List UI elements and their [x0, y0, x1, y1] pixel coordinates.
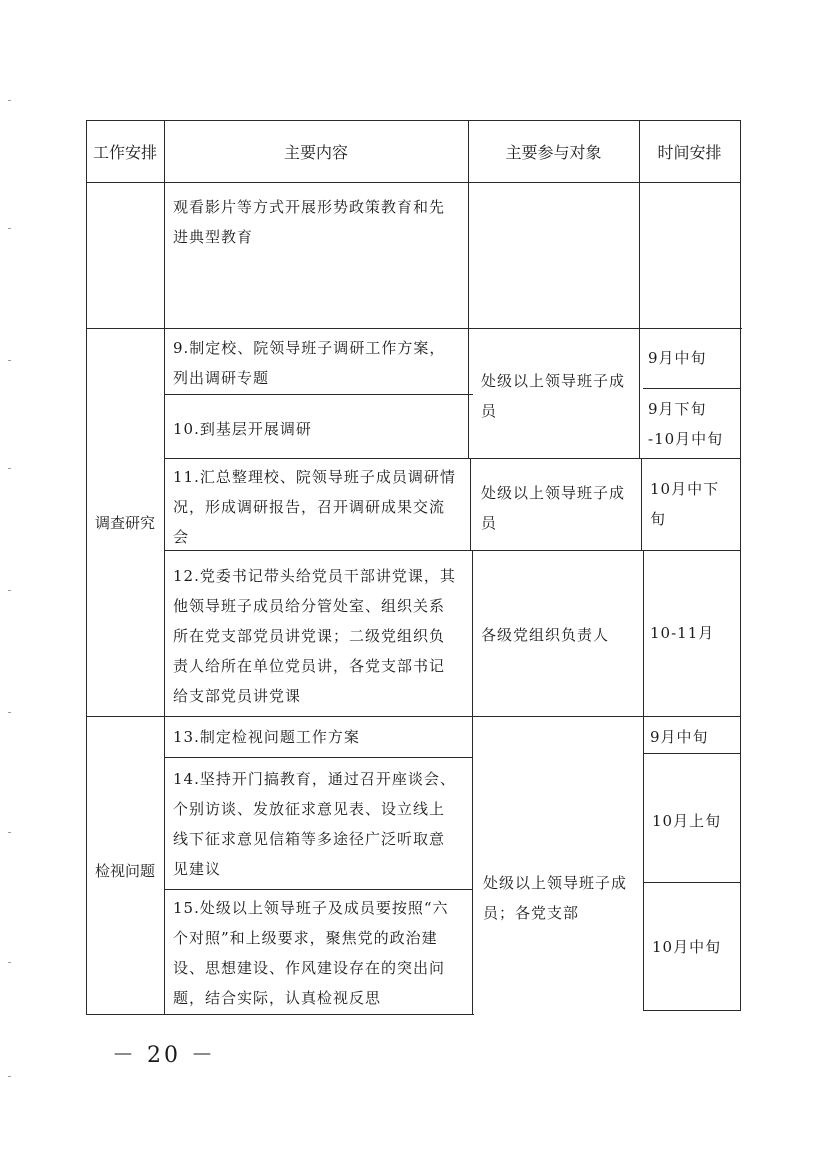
content-line: 个别访谈、发放征求意见表、设立线上: [173, 800, 446, 818]
time-cell: [650, 474, 719, 534]
content-line: 14.坚持开门搞教育，通过召开座谈会、: [173, 770, 456, 788]
content-line: 会: [173, 528, 190, 546]
participants-line: 各级党组织负责人: [481, 626, 610, 644]
content-line: 9.制定校、院领导班子调研工作方案，: [173, 339, 446, 357]
header-participants: 主要参与对象: [505, 143, 602, 162]
table-border-bottom: [643, 1010, 741, 1011]
time-line: 10月中旬: [652, 938, 722, 956]
content-cell: [173, 893, 449, 1013]
content-line: 责人给所在单位党员讲，各党支部书记: [173, 657, 446, 675]
table-border-bottom: [86, 1014, 474, 1015]
content-cell: [173, 764, 456, 884]
participants-cell: [483, 868, 627, 928]
row-divider: [164, 757, 473, 758]
time-line: -10月中旬: [648, 430, 724, 448]
margin-mark: [8, 962, 11, 963]
participants-cell: [481, 620, 609, 650]
participants-line: 员；各党支部: [483, 904, 580, 922]
time-cell: [652, 932, 721, 962]
margin-mark: [8, 468, 11, 469]
content-line: 列出调研专题: [173, 369, 270, 387]
row-divider: [164, 394, 473, 395]
time-cell: [648, 343, 707, 373]
row-divider: [643, 753, 741, 754]
column-divider: [643, 550, 644, 1010]
content-line: 给支部党员讲党课: [173, 687, 302, 705]
content-cell: [173, 333, 445, 393]
time-line: 10月中下: [650, 480, 720, 498]
participants-line: 处级以上领导班子成: [481, 372, 626, 390]
time-cell: [648, 394, 723, 454]
time-line: 9月中旬: [650, 728, 709, 746]
column-divider: [470, 458, 471, 550]
time-cell: [650, 618, 714, 648]
content-cell: [173, 462, 456, 552]
time-line: 10-11月: [650, 624, 715, 642]
content-line: 10.到基层开展调研: [173, 420, 312, 438]
content-line: 见建议: [173, 860, 222, 878]
content-cell: [173, 192, 445, 252]
margin-mark: [8, 228, 11, 229]
header-main-content: 主要内容: [283, 143, 348, 162]
column-divider: [164, 120, 165, 1014]
margin-mark: [8, 360, 11, 361]
content-line: 设、思想建设、作风建设存在的突出问: [173, 959, 446, 977]
time-cell: [650, 722, 709, 752]
margin-mark: [8, 590, 11, 591]
content-line: 所在党支部党员讲党课；二级党组织负: [173, 627, 446, 645]
header-time: 时间安排: [657, 143, 722, 162]
content-line: 11.汇总整理校、院领导班子成员调研情: [173, 468, 456, 486]
column-divider: [641, 458, 642, 550]
row-divider: [164, 889, 473, 890]
participants-line: 处级以上领导班子成: [483, 874, 628, 892]
header-work-arrangement: 工作安排: [92, 143, 157, 162]
table-border-top: [86, 120, 740, 121]
content-line: 个对照”和上级要求，聚焦党的政治建: [173, 929, 438, 947]
row-divider: [164, 458, 741, 459]
content-line: 15.处级以上领导班子及成员要按照“六: [173, 899, 449, 917]
content-line: 进典型教育: [173, 228, 254, 246]
time-line: 9月下旬: [648, 400, 707, 418]
row-divider: [643, 388, 741, 389]
content-line: 他领导班子成员给分管处室、组织关系: [173, 597, 446, 615]
page-number: － 20 －: [112, 1043, 216, 1068]
column-divider: [472, 550, 473, 1014]
participants-line: 员: [481, 514, 498, 532]
time-cell: [652, 806, 721, 836]
content-cell: [173, 561, 456, 711]
participants-line: 员: [481, 402, 498, 420]
margin-mark: [8, 100, 11, 101]
time-line: 10月上旬: [652, 812, 722, 830]
row-divider: [86, 328, 742, 329]
content-line: 题，结合实际，认真检视反思: [173, 989, 382, 1007]
content-cell: [173, 722, 360, 752]
content-cell: [173, 414, 312, 444]
margin-mark: [8, 832, 11, 833]
margin-mark: [8, 1076, 11, 1077]
time-line: 9月中旬: [648, 349, 707, 367]
time-line: 旬: [650, 510, 667, 528]
content-line: 13.制定检视问题工作方案: [173, 728, 360, 746]
row-divider: [643, 882, 741, 883]
content-line: 况，形成调研报告，召开调研成果交流: [173, 498, 446, 516]
column-divider: [639, 120, 640, 458]
row-divider: [86, 182, 740, 183]
participants-cell: [481, 366, 625, 426]
section-review: 检视问题: [94, 862, 155, 880]
content-line: 12.党委书记带头给党员干部讲党课，其: [173, 567, 456, 585]
margin-mark: [8, 712, 11, 713]
table-border-right: [740, 120, 741, 1010]
participants-line: 处级以上领导班子成: [481, 484, 626, 502]
content-line: 观看影片等方式开展形势政策教育和先: [173, 198, 446, 216]
content-line: 线下征求意见信箱等多途径广泛听取意: [173, 830, 446, 848]
participants-cell: [481, 478, 625, 538]
column-divider: [468, 120, 469, 458]
section-research: 调查研究: [94, 514, 155, 532]
